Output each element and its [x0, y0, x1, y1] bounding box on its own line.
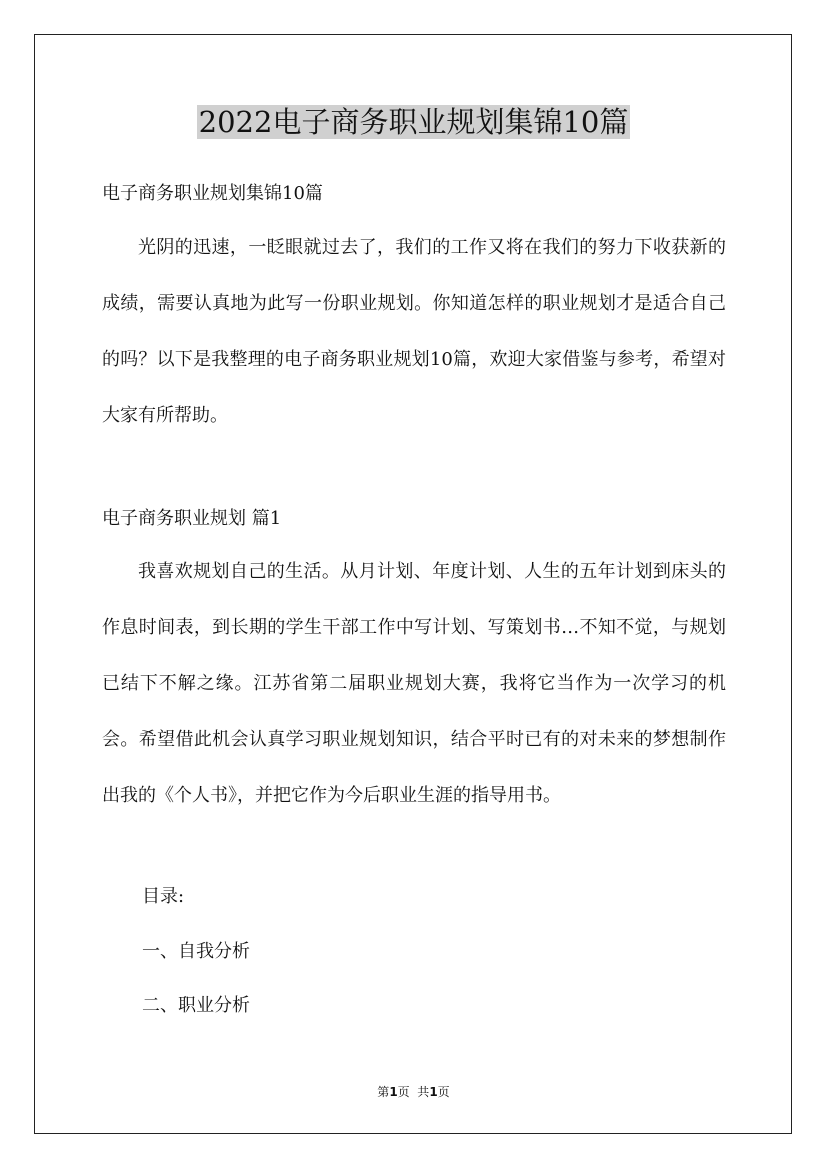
document-title: 2022电子商务职业规划集锦10篇 [198, 105, 629, 139]
section-paragraph: 我喜欢规划自己的生活。从月计划、年度计划、人生的五年计划到床头的作息时间表，到长期的学生干部工作中写计划、写策划书…不知不觉，与规划已结下不解之缘。江苏省第二届职业规划大赛，我将它当作为一次学习的机会。希望借此机会认真学习职业规划知识，结合平时已有的对未来的梦想制作出我的《个人书》，并把它作为今后职业生涯的指导用书。 [102, 561, 726, 806]
intro-paragraph: 光阴的迅速，一眨眼就过去了，我们的工作又将在我们的努力下收获新的成绩，需要认真地为此写一份职业规划。你知道怎样的职业规划才是适合自己的吗？以下是我整理的电子商务职业规划10篇，欢迎大家借鉴与参考，希望对大家有所帮助。 [102, 237, 726, 426]
toc-item-self-analysis: 一、自我分析 [142, 941, 250, 962]
document-subtitle: 电子商务职业规划集锦10篇 [102, 183, 323, 204]
page-footer: 第1页 共1页 [377, 1085, 450, 1099]
section-heading: 电子商务职业规划 篇1 [102, 508, 282, 529]
toc-label: 目录: [142, 886, 185, 907]
toc-item-career-analysis: 二、职业分析 [142, 995, 250, 1016]
